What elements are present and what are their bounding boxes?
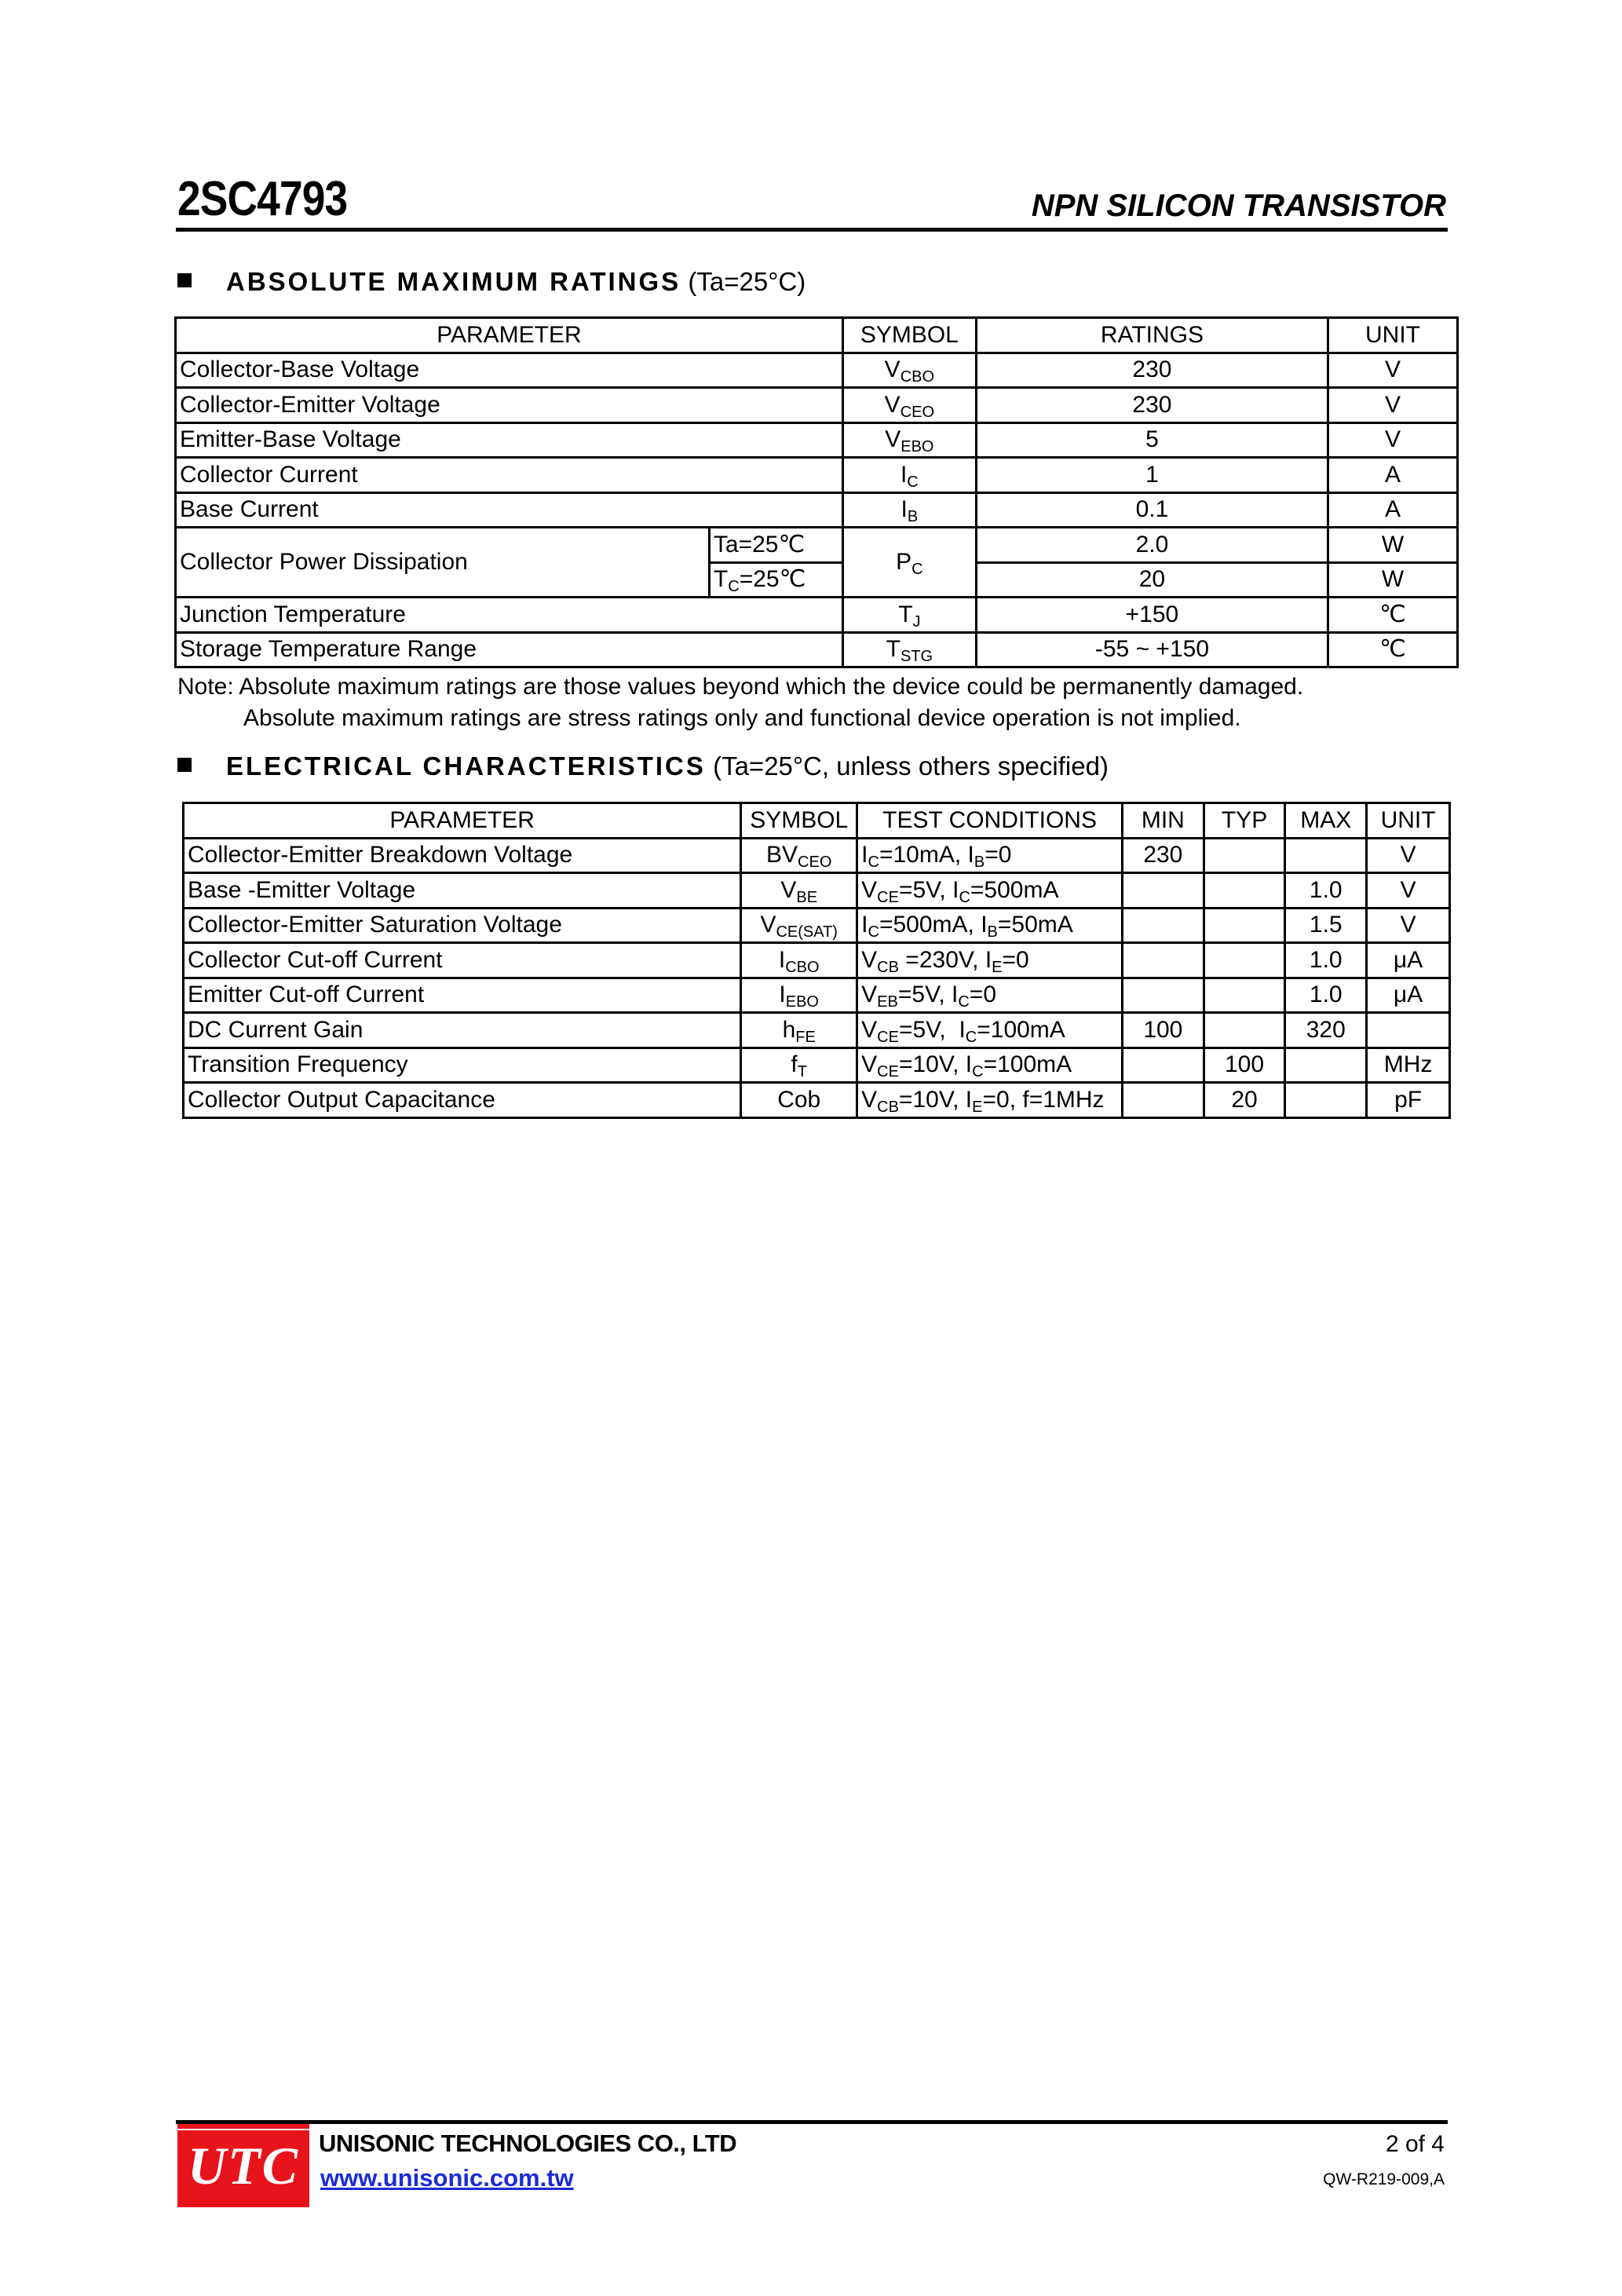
symbol-cell: $I_B$ xyxy=(842,492,976,528)
rating-cell: 1 xyxy=(976,458,1328,493)
min-cell xyxy=(1123,908,1204,943)
symbol-cell: $f_T$ xyxy=(741,1047,857,1083)
ec-rows-group xyxy=(184,838,1450,1117)
abs-rows-group xyxy=(176,353,1458,528)
unit-cell xyxy=(1367,1013,1450,1048)
unit-cell: pF xyxy=(1367,1083,1450,1118)
min-cell xyxy=(1123,978,1204,1013)
typ-cell xyxy=(1204,978,1285,1013)
symbol-cell: $T_J$ xyxy=(842,598,976,633)
unit-cell: V xyxy=(1367,873,1450,909)
column-header: PARAMETER xyxy=(176,318,843,353)
unit-cell: μA xyxy=(1367,978,1450,1013)
typ-cell xyxy=(1204,873,1285,909)
table-row xyxy=(184,1047,1450,1083)
section-heading: ABSOLUTE MAXIMUM RATINGS xyxy=(226,267,681,296)
note-line: Absolute maximum ratings are stress ratings only and functional device operation is not implied. xyxy=(243,705,1241,731)
logo-line xyxy=(177,2129,309,2130)
typ-cell: 100 xyxy=(1204,1047,1285,1083)
parameter-cell: Collector Current xyxy=(176,458,843,493)
logo-text: UTC xyxy=(188,2136,299,2195)
symbol-cell: Cob xyxy=(741,1083,857,1118)
unit-cell: W xyxy=(1328,528,1458,563)
table-row xyxy=(176,353,1458,388)
rating-cell: 0.1 xyxy=(976,492,1328,528)
part-description: NPN SILICON TRANSISTOR xyxy=(1031,188,1446,223)
min-cell xyxy=(1123,943,1204,978)
parameter-cell: Emitter Cut-off Current xyxy=(184,978,741,1013)
electrical-characteristics-table xyxy=(182,802,1451,1119)
table-row xyxy=(176,598,1458,633)
column-header: UNIT xyxy=(1328,318,1458,353)
symbol-cell: $I_{CBO}$ xyxy=(741,943,857,978)
test-conditions-cell: $V_{CE}=10V$, $I_C=100mA$ xyxy=(857,1047,1123,1083)
max-cell xyxy=(1285,1083,1367,1118)
column-header: MAX xyxy=(1285,803,1367,839)
min-cell: 230 xyxy=(1123,838,1204,873)
unit-cell: V xyxy=(1367,908,1450,943)
symbol-cell: $P_C$ xyxy=(842,528,976,598)
table-row xyxy=(176,458,1458,493)
symbol-cell: $h_{FE}$ xyxy=(741,1013,857,1048)
section-title-absolute-max xyxy=(177,267,806,297)
symbol-cell: $T_{STG}$ xyxy=(842,632,976,667)
unit-cell: V xyxy=(1367,838,1450,873)
max-cell: 320 xyxy=(1285,1013,1367,1048)
table-row xyxy=(184,838,1450,873)
max-cell: 1.0 xyxy=(1285,873,1367,909)
square-bullet-icon xyxy=(177,758,192,772)
max-cell: 1.0 xyxy=(1285,978,1367,1013)
test-conditions-cell: $V_{CE}=5V$, $I_C=500mA$ xyxy=(857,873,1123,909)
rating-cell: 5 xyxy=(976,422,1328,458)
test-conditions-cell: $V_{CE}=5V$, $I_C=100mA$ xyxy=(857,1013,1123,1048)
table-header-row xyxy=(184,803,1450,839)
absolute-max-table xyxy=(174,316,1459,668)
test-conditions-cell: $V_{EB}=5V$, $I_C=0$ xyxy=(857,978,1123,1013)
max-cell xyxy=(1285,838,1367,873)
min-cell xyxy=(1123,1047,1204,1083)
rating-cell: -55 ~ +150 xyxy=(976,632,1328,667)
unit-cell: W xyxy=(1328,562,1458,598)
table-row xyxy=(176,632,1458,667)
column-header: TYP xyxy=(1204,803,1285,839)
min-cell: 100 xyxy=(1123,1013,1204,1048)
header-divider xyxy=(176,228,1448,232)
table-row xyxy=(184,908,1450,943)
condition-cell: Ta=25℃ xyxy=(709,528,842,563)
max-cell xyxy=(1285,1047,1367,1083)
section-heading: ELECTRICAL CHARACTERISTICS xyxy=(226,751,706,781)
column-header: UNIT xyxy=(1367,803,1450,839)
rating-cell: +150 xyxy=(976,598,1328,633)
symbol-cell: $V_{CBO}$ xyxy=(842,353,976,388)
column-header: RATINGS xyxy=(976,318,1328,353)
section-condition: (Ta=25°C) xyxy=(688,267,806,296)
condition-cell: $T_C=25℃$ xyxy=(709,562,842,598)
square-bullet-icon xyxy=(177,273,192,287)
parameter-cell: Collector Output Capacitance xyxy=(184,1083,741,1118)
parameter-cell: Collector Power Dissipation xyxy=(176,528,710,598)
parameter-cell: Junction Temperature xyxy=(176,598,843,633)
unit-cell: V xyxy=(1328,388,1458,423)
rating-cell: 230 xyxy=(976,353,1328,388)
table-row xyxy=(184,1013,1450,1048)
typ-cell xyxy=(1204,838,1285,873)
parameter-cell: Collector-Emitter Voltage xyxy=(176,388,843,423)
parameter-cell: Collector-Emitter Breakdown Voltage xyxy=(184,838,741,873)
parameter-cell: Collector-Emitter Saturation Voltage xyxy=(184,908,741,943)
test-conditions-cell: $I_C=10mA$, $I_B=0$ xyxy=(857,838,1123,873)
symbol-cell: $V_{BE}$ xyxy=(741,873,857,909)
typ-cell xyxy=(1204,943,1285,978)
min-cell xyxy=(1123,1083,1204,1118)
column-header: SYMBOL xyxy=(741,803,857,839)
website-link[interactable]: www.unisonic.com.tw xyxy=(320,2164,574,2192)
max-cell: 1.0 xyxy=(1285,943,1367,978)
unit-cell: V xyxy=(1328,353,1458,388)
symbol-cell: $BV_{CEO}$ xyxy=(741,838,857,873)
min-cell xyxy=(1123,873,1204,909)
page-number: 2 of 4 xyxy=(1385,2131,1445,2157)
document-code: QW-R219-009,A xyxy=(1323,2170,1445,2188)
parameter-cell: Storage Temperature Range xyxy=(176,632,843,667)
unit-cell: V xyxy=(1328,422,1458,458)
table-row xyxy=(176,422,1458,458)
column-header: MIN xyxy=(1123,803,1204,839)
test-conditions-cell: $I_C=500mA$, $I_B=50mA$ xyxy=(857,908,1123,943)
symbol-cell: $I_{EBO}$ xyxy=(741,978,857,1013)
table-header-row xyxy=(176,318,1458,353)
test-conditions-cell: $V_{CB}=10V$, $I_E=0$, f=1MHz xyxy=(857,1083,1123,1118)
table-row xyxy=(184,1083,1450,1118)
rating-cell: 230 xyxy=(976,388,1328,423)
table-row xyxy=(176,388,1458,423)
unit-cell: A xyxy=(1328,492,1458,528)
max-cell: 1.5 xyxy=(1285,908,1367,943)
unit-cell: μA xyxy=(1367,943,1450,978)
column-header: SYMBOL xyxy=(842,318,976,353)
parameter-cell: DC Current Gain xyxy=(184,1013,741,1048)
section-title-electrical xyxy=(177,751,1109,781)
symbol-cell: $V_{CEO}$ xyxy=(842,388,976,423)
column-header: TEST CONDITIONS xyxy=(857,803,1123,839)
note-line: Note: Absolute maximum ratings are those values beyond which the device could be permanently damaged. xyxy=(177,674,1304,700)
parameter-cell: Base Current xyxy=(176,492,843,528)
unit-cell: MHz xyxy=(1367,1047,1450,1083)
symbol-cell: $V_{CE(SAT)}$ xyxy=(741,908,857,943)
symbol-cell: $V_{EBO}$ xyxy=(842,422,976,458)
parameter-cell: Collector-Base Voltage xyxy=(176,353,843,388)
rating-cell: 2.0 xyxy=(976,528,1328,563)
footer-divider xyxy=(176,2120,1448,2124)
company-name: UNISONIC TECHNOLOGIES CO., LTD xyxy=(319,2130,737,2157)
parameter-cell: Base -Emitter Voltage xyxy=(184,873,741,909)
test-conditions-cell: $V_{CB} =230V$, $I_E=0$ xyxy=(857,943,1123,978)
part-number: 2SC4793 xyxy=(177,172,348,226)
table-row xyxy=(176,528,1458,563)
table-row xyxy=(184,873,1450,909)
section-condition: (Ta=25°C, unless others specified) xyxy=(713,751,1109,781)
typ-cell: 20 xyxy=(1204,1083,1285,1118)
table-row xyxy=(184,943,1450,978)
utc-logo xyxy=(177,2124,309,2207)
table-row xyxy=(184,978,1450,1013)
typ-cell xyxy=(1204,908,1285,943)
unit-cell: ℃ xyxy=(1328,632,1458,667)
symbol-cell: $I_C$ xyxy=(842,458,976,493)
column-header: PARAMETER xyxy=(184,803,741,839)
abs-rows-group xyxy=(176,598,1458,667)
table-row xyxy=(176,492,1458,528)
parameter-cell: Emitter-Base Voltage xyxy=(176,422,843,458)
parameter-cell: Collector Cut-off Current xyxy=(184,943,741,978)
unit-cell: ℃ xyxy=(1328,598,1458,633)
typ-cell xyxy=(1204,1013,1285,1048)
unit-cell: A xyxy=(1328,458,1458,493)
rating-cell: 20 xyxy=(976,562,1328,598)
parameter-cell: Transition Frequency xyxy=(184,1047,741,1083)
